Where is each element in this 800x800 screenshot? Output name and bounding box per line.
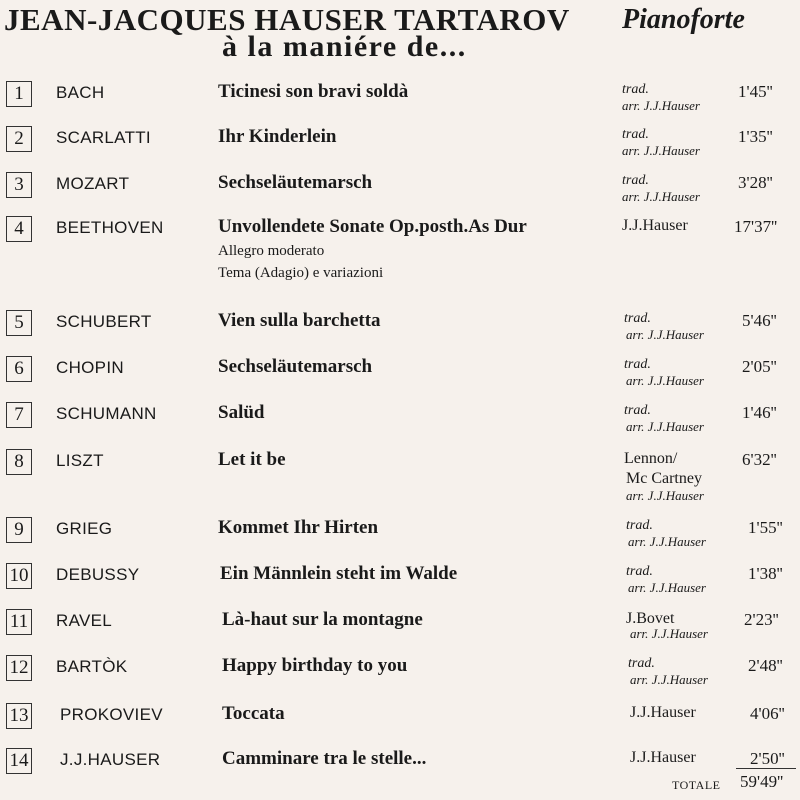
- track-credit: J.J.Hauser: [630, 749, 696, 766]
- track-title: Ticinesi son bravi soldà: [218, 81, 409, 102]
- track-movement: Tema (Adagio) e variazioni: [218, 265, 384, 281]
- totale-divider: [736, 768, 796, 769]
- track-title: Unvollendete Sonate Op.posth.As Dur: [218, 216, 527, 237]
- track-title: Sechseläutemarsch: [218, 172, 373, 193]
- track-title: Kommet Ihr Hirten: [218, 517, 379, 538]
- track-number: 5: [6, 310, 32, 336]
- track-credit: trad.: [626, 564, 653, 579]
- track-arranger: arr. J.J.Hauser: [628, 580, 706, 595]
- track-number: 3: [6, 172, 32, 198]
- track-composer: RAVEL: [56, 611, 112, 630]
- track-composer: BACH: [56, 83, 105, 102]
- track-arranger: arr. J.J.Hauser: [626, 373, 704, 388]
- track-arranger: arr. J.J.Hauser: [622, 189, 700, 204]
- track-duration: 3'28'': [738, 173, 773, 192]
- track-duration: 6'32'': [742, 450, 777, 469]
- track-arranger: arr. J.J.Hauser: [622, 98, 700, 113]
- track-duration: 1'46'': [742, 403, 777, 422]
- track-composer: CHOPIN: [56, 358, 124, 377]
- track-composer: SCHUMANN: [56, 404, 157, 423]
- track-credit: trad.: [628, 656, 655, 671]
- track-composer: BEETHOVEN: [56, 218, 164, 237]
- track-credit: Lennon/: [624, 450, 678, 467]
- track-arranger: arr. J.J.Hauser: [626, 327, 704, 342]
- track-title: Salüd: [218, 402, 265, 423]
- artist-name: JEAN-JACQUES HAUSER TARTAROV: [4, 2, 570, 37]
- track-credit: J.J.Hauser: [630, 704, 696, 721]
- track-title: Toccata: [222, 703, 285, 724]
- track-credit: trad.: [626, 518, 653, 533]
- track-number: 11: [6, 609, 32, 635]
- totale-label: TOTALE: [672, 778, 721, 792]
- track-credit: trad.: [622, 127, 649, 142]
- track-number: 14: [6, 748, 32, 774]
- track-duration: 2'05'': [742, 357, 777, 376]
- track-credit-cont: Mc Cartney: [626, 470, 702, 487]
- track-arranger: arr. J.J.Hauser: [630, 672, 708, 687]
- track-duration: 1'35'': [738, 127, 773, 146]
- track-number: 9: [6, 517, 32, 543]
- track-title: Camminare tra le stelle...: [222, 748, 427, 769]
- track-credit: trad.: [624, 357, 651, 372]
- track-duration: 17'37'': [734, 217, 778, 236]
- track-number: 7: [6, 402, 32, 428]
- track-movement: Allegro moderato: [218, 243, 325, 259]
- track-composer: SCARLATTI: [56, 128, 151, 147]
- track-composer: J.J.HAUSER: [60, 750, 161, 769]
- track-arranger: arr. J.J.Hauser: [628, 534, 706, 549]
- track-duration: 1'55'': [748, 518, 783, 537]
- track-duration: 5'46'': [742, 311, 777, 330]
- track-number: 12: [6, 655, 32, 681]
- track-arranger: arr. J.J.Hauser: [630, 626, 708, 641]
- track-duration: 4'06'': [750, 704, 785, 723]
- track-title: Happy birthday to you: [222, 655, 408, 676]
- track-credit: J.J.Hauser: [622, 217, 688, 234]
- track-credit: J.Bovet: [626, 610, 675, 627]
- track-composer: PROKOVIEV: [60, 705, 163, 724]
- track-number: 8: [6, 449, 32, 475]
- track-duration: 2'50'': [750, 749, 785, 768]
- track-number: 6: [6, 356, 32, 382]
- track-arranger: arr. J.J.Hauser: [626, 419, 704, 434]
- track-credit: trad.: [624, 311, 651, 326]
- track-composer: MOZART: [56, 174, 130, 193]
- track-composer: DEBUSSY: [56, 565, 140, 584]
- track-duration: 2'23'': [744, 610, 779, 629]
- track-duration: 1'45'': [738, 82, 773, 101]
- track-title: Ihr Kinderlein: [218, 126, 337, 147]
- track-title: Let it be: [218, 449, 286, 470]
- track-number: 1: [6, 81, 32, 107]
- track-composer: LISZT: [56, 451, 104, 470]
- track-number: 13: [6, 703, 32, 729]
- track-composer: GRIEG: [56, 519, 113, 538]
- track-number: 10: [6, 563, 32, 589]
- track-number: 2: [6, 126, 32, 152]
- track-duration: 1'38'': [748, 564, 783, 583]
- track-number: 4: [6, 216, 32, 242]
- track-title: Vien sulla barchetta: [218, 310, 381, 331]
- track-duration: 2'48'': [748, 656, 783, 675]
- track-title: Là-haut sur la montagne: [222, 609, 423, 630]
- track-title: Sechseläutemarsch: [218, 356, 373, 377]
- track-title: Ein Männlein steht im Walde: [220, 563, 458, 584]
- album-subtitle: à la maniére de...: [222, 30, 467, 63]
- track-credit: trad.: [622, 173, 649, 188]
- track-credit: trad.: [624, 403, 651, 418]
- track-composer: SCHUBERT: [56, 312, 152, 331]
- instrument-label: Pianoforte: [622, 4, 745, 35]
- track-composer: BARTÒK: [56, 657, 128, 676]
- track-credit: trad.: [622, 82, 649, 97]
- totale-value: 59'49'': [740, 772, 784, 791]
- track-arranger: arr. J.J.Hauser: [626, 488, 704, 503]
- track-arranger: arr. J.J.Hauser: [622, 143, 700, 158]
